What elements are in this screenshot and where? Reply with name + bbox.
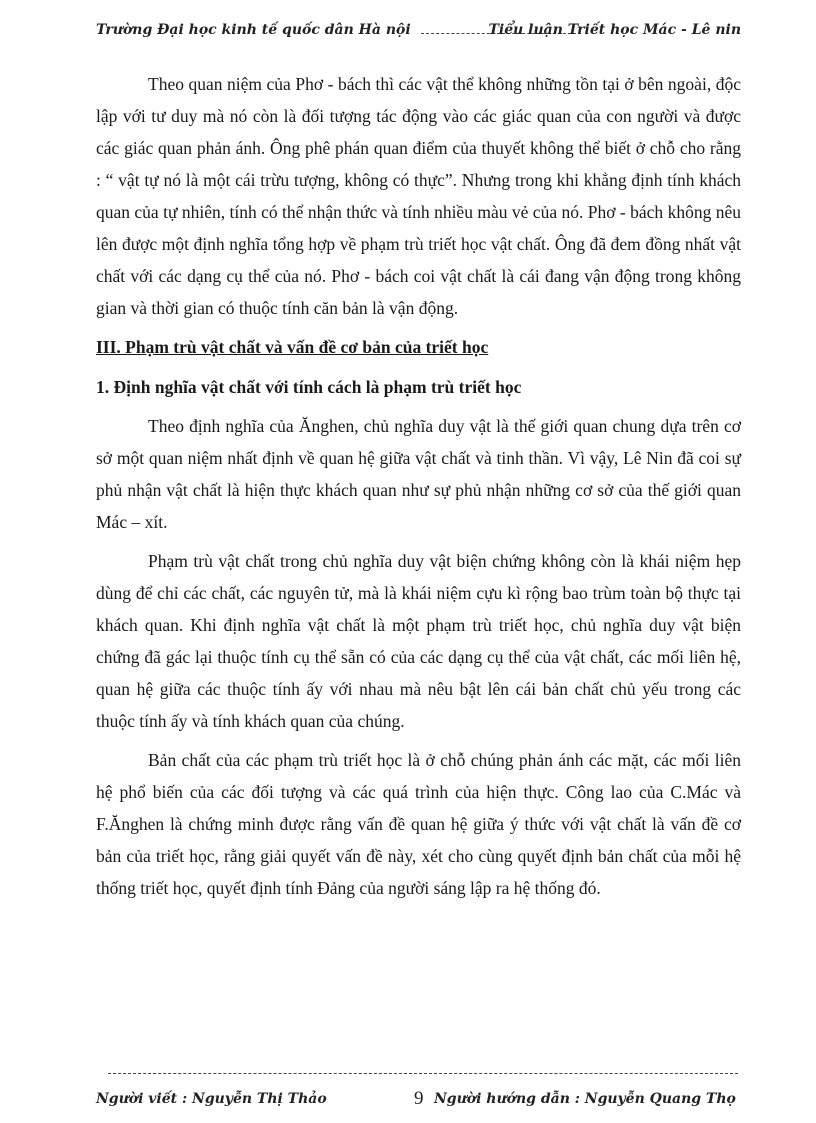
paragraph-essence: Bản chất của các phạm trù triết học là ở chỗ chúng phản ánh các mặt, các mối liên hệ phổ biến của các đối tượng và các quá trình của hiện thực. Công lao của C.Mác và F.Ănghen là chứng minh được rằng vấn đề quan hệ giữa ý thức với vật chất là vấn đề cơ bản của triết học, rằng giải quyết vấn đề này, xét cho cùng quyết định bản chất của mỗi hệ thống triết học, quyết định tính Đảng của người sáng lập ra hệ thống đó. xyxy=(96,750,741,898)
paragraph-engels: Theo định nghĩa của Ănghen, chủ nghĩa duy vật là thế giới quan chung dựa trên cơ sở một quan niệm nhất định về quan hệ giữa vật chất và tinh thần. Vì vậy, Lê Nin đã coi sự phủ nhận vật chất là hiện thực khách quan như sự phủ nhận những cơ sở của thế giới quan Mác – xít. xyxy=(96,416,741,532)
header-school: Trường Đại học kinh tế quốc dân Hà nội xyxy=(96,22,411,38)
page-number: 9 xyxy=(414,1088,424,1109)
section-heading: III. Phạm trù vật chất và vấn đề cơ bản của triết học xyxy=(96,337,489,357)
paragraph-feuerbach: Theo quan niệm của Phơ - bách thì các vật thể không những tồn tại ở bên ngoài, độc lập với tư duy mà nó còn là đối tượng tác động vào các giác quan của con người và được các giác quan phản ánh. Ông phê phán quan điểm của thuyết không thể biết ở chỗ cho rằng : “ vật tự nó là một cái trừu tượng, không có thực”. Nhưng trong khi khẳng định tính khách quan của tự nhiên, tính có thể nhận thức và tính nhiều màu vẻ của nó. Phơ - bách không nêu lên được một định nghĩa tổng hợp về phạm trù triết học vật chất. Ông đã đem đồng nhất vật chất với các dạng cụ thể của nó. Phơ - bách coi vật chất là cái đang vận động trong không gian và thời gian có thuộc tính căn bản là vận động. xyxy=(96,74,741,318)
header-title: Tiểu luận Triết học Mác - Lê nin xyxy=(488,22,741,38)
page-header xyxy=(96,20,741,44)
page-footer xyxy=(96,1088,741,1112)
footer-advisor: Người hướng dẫn : Nguyễn Quang Thọ xyxy=(434,1091,736,1107)
paragraph-category: Phạm trù vật chất trong chủ nghĩa duy vật biện chứng không còn là khái niệm hẹp dùng để chỉ các chất, các nguyên tử, mà là khái niệm cựu kì rộng bao trùm toàn bộ thực tại khách quan. Khi định nghĩa vật chất là một phạm trù triết học, chủ nghĩa duy vật biện chứng đã gác lại thuộc tính cụ thể sẵn có của các dạng cụ thể của vật chất, các mối liên hệ, quan hệ giữa các thuộc tính ấy với nhau mà nêu bật lên cái bản chất chủ yếu trong các thuộc tính ấy và tính khách quan của chúng. xyxy=(96,551,741,731)
footer-divider xyxy=(108,1073,738,1074)
page-body xyxy=(96,68,741,911)
footer-author: Người viết : Nguyễn Thị Thảo xyxy=(96,1091,327,1107)
subsection-heading: 1. Định nghĩa vật chất với tính cách là phạm trù triết học xyxy=(96,377,522,397)
